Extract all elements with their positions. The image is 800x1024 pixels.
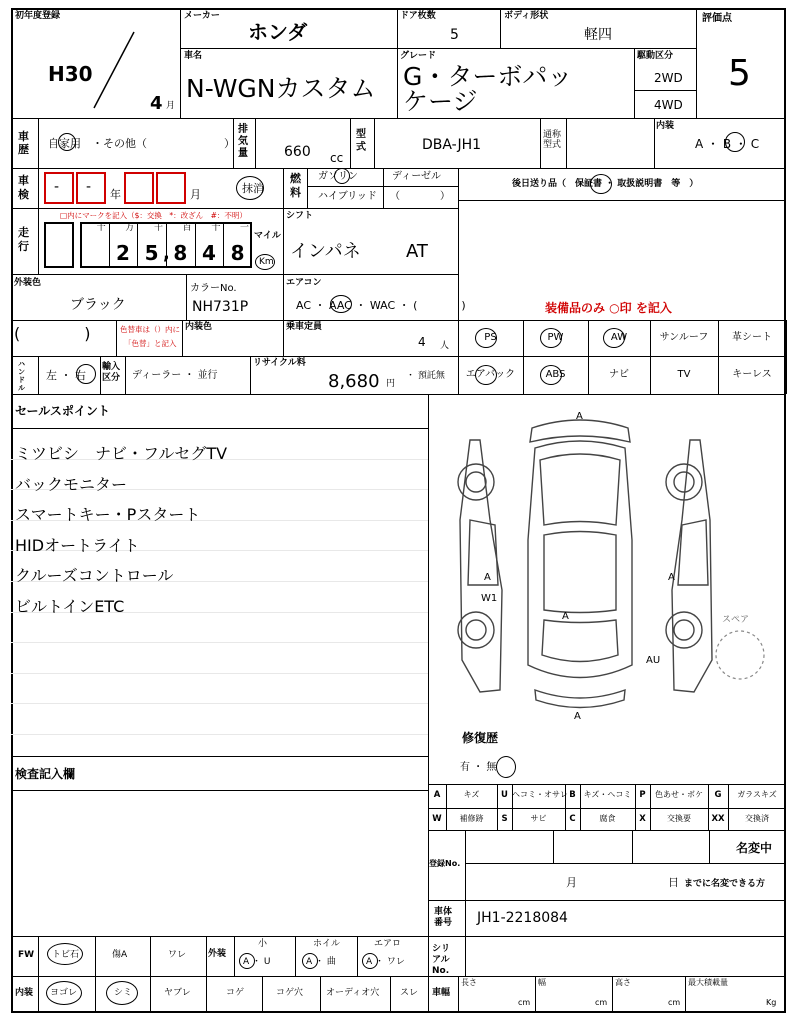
maker-value: ホンダ	[248, 20, 308, 44]
mileage-label: 走行	[18, 226, 29, 253]
mileage-unit-label: 千	[154, 223, 164, 233]
damage-mark-au: AU	[646, 655, 661, 666]
damage-mark-right-door: A	[668, 572, 675, 583]
inspection-month-box2	[156, 172, 186, 204]
interior-color-label: 内装色	[185, 322, 213, 332]
first-reg-year: H30	[48, 62, 93, 86]
legend-cell: C	[569, 814, 576, 824]
equipment-item: ナビ	[609, 369, 629, 380]
int-item-tear: ヤブレ	[164, 988, 191, 998]
color-value: ブラック	[70, 297, 126, 313]
grade-line1: G・ターボパッ	[403, 62, 573, 91]
capacity-unit: 人	[440, 341, 450, 351]
legend-cell: 補修跡	[459, 814, 484, 823]
ac-value: AC ・ AAC ・ WAC ・ ( )	[296, 299, 466, 312]
doors-value: 5	[450, 27, 459, 43]
legend-cell: B	[569, 790, 576, 800]
mileage-unit-label: 万	[125, 223, 135, 233]
inspection-dash1: -	[54, 179, 60, 195]
mileage-digit: 8	[230, 241, 245, 265]
inspection-year-unit: 年	[110, 188, 121, 201]
damage-mark-front: A	[576, 411, 583, 422]
mileage-mark-box[interactable]	[44, 222, 74, 268]
mileage-digit: 8	[173, 241, 188, 265]
sales-point-item: ミツビシ ナビ・フルセグTV	[15, 444, 228, 463]
damage-mark-w1: W1	[481, 593, 498, 604]
drive-label: 駆動区分	[637, 51, 674, 61]
interior-label: 内装	[656, 121, 675, 131]
maker-label: メーカー	[184, 11, 220, 21]
vin-label: 車体番号	[434, 907, 453, 928]
equipment-item: AW	[610, 332, 628, 343]
equipment-item: PS	[484, 332, 497, 343]
inspection-status-mark	[236, 176, 264, 200]
legend-cell: ヘコミ・オサレ	[512, 790, 568, 799]
small-a-mark	[239, 953, 255, 969]
mileage-unit-mile: マイル	[254, 231, 281, 241]
length-label: 長さ	[461, 978, 477, 987]
ac-label: エアコン	[286, 278, 322, 288]
legend-cell: P	[639, 790, 646, 800]
damage-mark-left-door: A	[484, 572, 491, 583]
legend-cell: U	[501, 790, 508, 800]
fw-label: FW	[18, 950, 35, 960]
equipment-circle-mark	[540, 365, 562, 385]
length-unit: cm	[518, 998, 531, 1007]
capacity-value: 4	[418, 335, 426, 349]
grade-line2: ケージ	[403, 87, 478, 116]
displacement-label: 排気量	[238, 124, 248, 159]
equipment-item: キーレス	[732, 369, 772, 380]
fw-chip-mark	[47, 943, 83, 965]
shift-label: シフト	[286, 211, 314, 221]
aero-a-mark	[362, 953, 378, 969]
aero-value: A ・ ワレ	[366, 957, 405, 967]
import-value: ディーラー ・ 並行	[132, 370, 218, 381]
score-value: 5	[728, 53, 751, 94]
equipment-circle-mark	[475, 328, 497, 348]
legend-cell: ガラスキズ	[737, 790, 777, 799]
width-unit: cm	[595, 998, 608, 1007]
mileage-digit: 4	[202, 241, 216, 265]
sales-point-item: クルーズコントロール	[15, 566, 174, 586]
inspection-dash2: -	[86, 179, 92, 195]
car-diagram	[440, 400, 780, 730]
handle-label: ハンドル	[18, 360, 25, 392]
fuel-hybrid: ハイブリッド	[318, 191, 377, 202]
equipment-item: ABS	[545, 369, 566, 380]
spare-label: スペア	[722, 615, 750, 625]
history-private-mark	[58, 133, 76, 151]
int-dirt-mark	[46, 981, 82, 1005]
mileage-digit: 2	[116, 241, 130, 265]
legend-cell: 色あせ・ボケ	[655, 790, 703, 799]
fw-item-scratch: 傷A	[112, 950, 128, 960]
sales-point-item: ビルトインETC	[15, 597, 125, 616]
equipment-circle-mark	[540, 328, 562, 348]
width-label: 幅	[538, 978, 546, 987]
wheel-value: A ・ 曲	[306, 957, 336, 967]
fw-item-crack: ワレ	[168, 950, 187, 960]
inspection-month-unit: 月	[190, 188, 201, 201]
legend-cell: G	[714, 790, 722, 800]
color-code-value: NH731P	[192, 299, 249, 315]
legend-cell: S	[501, 814, 508, 824]
size-label: 車幅	[432, 988, 451, 998]
common-model-label: 通称型式	[543, 130, 562, 150]
recycle-status: ・ 預託無	[406, 371, 445, 381]
sales-point-item: HIDオートライト	[15, 535, 140, 555]
drive-2wd: 2WD	[654, 71, 683, 85]
legend-cell: 交換済	[745, 814, 769, 823]
fuel-other: （ ）	[390, 191, 450, 202]
mileage-unit-label: 十	[96, 223, 106, 233]
int-item-dirt: ヨゴレ	[50, 988, 78, 998]
history-value: 自家用 ・その他（ ）	[48, 137, 235, 150]
displacement-unit: cc	[330, 151, 344, 165]
doors-label: ドア枚数	[400, 11, 436, 21]
aero-label: エアロ	[374, 939, 402, 949]
model-value: DBA-JH1	[422, 137, 482, 153]
handle-right-mark	[76, 364, 96, 384]
recycle-value: 8,680	[328, 371, 380, 392]
load-label: 最大積載量	[688, 978, 728, 987]
first-reg-month-unit: 月	[166, 101, 176, 111]
legend-cell: X	[639, 814, 646, 824]
int-item-stain: シミ	[114, 988, 133, 998]
legend-cell: 交換要	[667, 814, 691, 823]
first-reg-month: 4	[150, 93, 163, 114]
color-label: 外装色	[14, 278, 42, 288]
later-items-mark	[590, 174, 612, 194]
height-unit: cm	[668, 998, 681, 1007]
height-label: 高さ	[615, 978, 631, 987]
equipment-item: 革シート	[732, 332, 772, 343]
grade-label: グレード	[400, 51, 437, 61]
mileage-unit-km: Km	[259, 257, 274, 267]
score-label: 評価点	[702, 13, 732, 24]
damage-mark-roof: A	[562, 611, 569, 622]
equipment-circle-mark	[475, 365, 497, 385]
wheel-a-mark	[302, 953, 318, 969]
equipment-item: PW	[547, 332, 564, 343]
fuel-label: 燃料	[290, 172, 301, 199]
color-note1: 色替車は（）内に	[120, 325, 180, 334]
name-change-status: 名変中	[736, 841, 773, 855]
equipment-item: サンルーフ	[659, 332, 709, 343]
deadline-day-unit: 日	[668, 876, 679, 889]
int-label: 内装	[15, 988, 34, 998]
load-unit: Kg	[766, 998, 777, 1007]
legend-cell: W	[432, 814, 442, 824]
shift-position: インパネ	[290, 241, 361, 262]
later-items-label: 後日送り品（ 保証書 ・ 取扱説明書 等 ）	[512, 179, 699, 189]
registration-label: 登録No.	[429, 859, 461, 868]
exterior-label: 外装	[208, 949, 227, 959]
car-name-value: N-WGNカスタム	[186, 74, 376, 103]
int-stain-mark	[106, 981, 138, 1005]
first-reg-slash	[90, 30, 140, 110]
int-item-burn-hole: コゲ穴	[276, 988, 304, 998]
mileage-comma: ,	[163, 243, 170, 264]
legend-cell: 腐食	[599, 814, 616, 823]
check-label: 検査記入欄	[15, 767, 76, 781]
capacity-label: 乗車定員	[286, 322, 323, 332]
ac-mark	[330, 295, 352, 313]
legend-cell: キズ	[463, 790, 480, 799]
displacement-value: 660	[284, 144, 311, 160]
car-name-label: 車名	[184, 51, 203, 61]
int-item-burn: コゲ	[226, 988, 245, 998]
equipment-circle-mark	[603, 328, 625, 348]
first-reg-label: 初年度登録	[15, 11, 61, 21]
color-change-paren: ( )	[14, 324, 91, 343]
mileage-note: □内にマークを記入（$：交換 *：改ざん #：不明）	[60, 211, 247, 220]
sales-points-label: セールスポイント	[15, 404, 110, 418]
body-label: ボディ形状	[504, 11, 549, 21]
wheel-label: ホイル	[313, 939, 341, 949]
damage-mark-rear: A	[574, 711, 581, 722]
mileage-unit-label: 十	[211, 223, 221, 233]
drive-4wd: 4WD	[654, 98, 683, 112]
mileage-unit-label: 百	[182, 223, 192, 233]
mileage-digit: 5	[144, 241, 159, 265]
fuel-gasoline-mark	[334, 168, 350, 184]
small-value: A ・ U	[243, 957, 271, 967]
inspection-label: 車検	[18, 174, 29, 201]
handle-value: 左 ・ 右	[46, 369, 86, 382]
legend-cell: サビ	[530, 814, 547, 823]
repair-none-mark	[496, 756, 516, 778]
equipment-item: TV	[677, 369, 691, 380]
deadline-text: までに名変できる方	[684, 879, 766, 889]
color-code-label: カラーNo.	[190, 283, 237, 294]
interior-grades: A ・ B ・ C	[695, 137, 760, 151]
recycle-label: リサイクル料	[253, 358, 306, 368]
import-label: 輸入区分	[102, 362, 121, 383]
recycle-unit: 円	[386, 379, 396, 389]
body-value: 軽四	[584, 27, 612, 43]
int-item-wear: スレ	[400, 988, 419, 998]
fuel-gasoline: ガソリン	[318, 171, 358, 182]
history-label: 車歴	[18, 130, 29, 156]
int-item-audio-hole: オーディオ穴	[326, 988, 380, 998]
mileage-km-mark	[255, 254, 275, 270]
legend-cell: XX	[711, 814, 725, 824]
color-note2: 「色替」と記入	[124, 339, 177, 348]
model-label: 型式	[356, 129, 366, 153]
mileage-unit-label: 一	[240, 223, 250, 233]
interior-selected-mark	[725, 132, 745, 152]
inspection-month-box	[124, 172, 154, 204]
fw-item-chip: トビ石	[52, 950, 80, 960]
legend-cell: A	[433, 790, 441, 800]
repair-value: 有 ・ 無	[460, 762, 497, 773]
fuel-diesel: ディーゼル	[392, 171, 441, 182]
sales-point-item: バックモニター	[15, 474, 128, 494]
vin-value: JH1-2218084	[477, 910, 568, 926]
deadline-month-unit: 月	[566, 876, 577, 889]
repair-label: 修復歴	[462, 731, 499, 745]
small-label: 小	[258, 939, 268, 949]
equipment-item: エアバック	[465, 369, 516, 380]
inspection-status: 抹消	[242, 182, 264, 195]
serial-label: シリアルNo.	[432, 944, 451, 976]
shift-type: AT	[406, 241, 428, 262]
sales-point-item: スマートキー・Pスタート	[15, 505, 201, 525]
legend-cell: キズ・ヘコミ	[583, 790, 632, 799]
equip-note: 装備品のみ ○印 を記入	[545, 301, 672, 315]
